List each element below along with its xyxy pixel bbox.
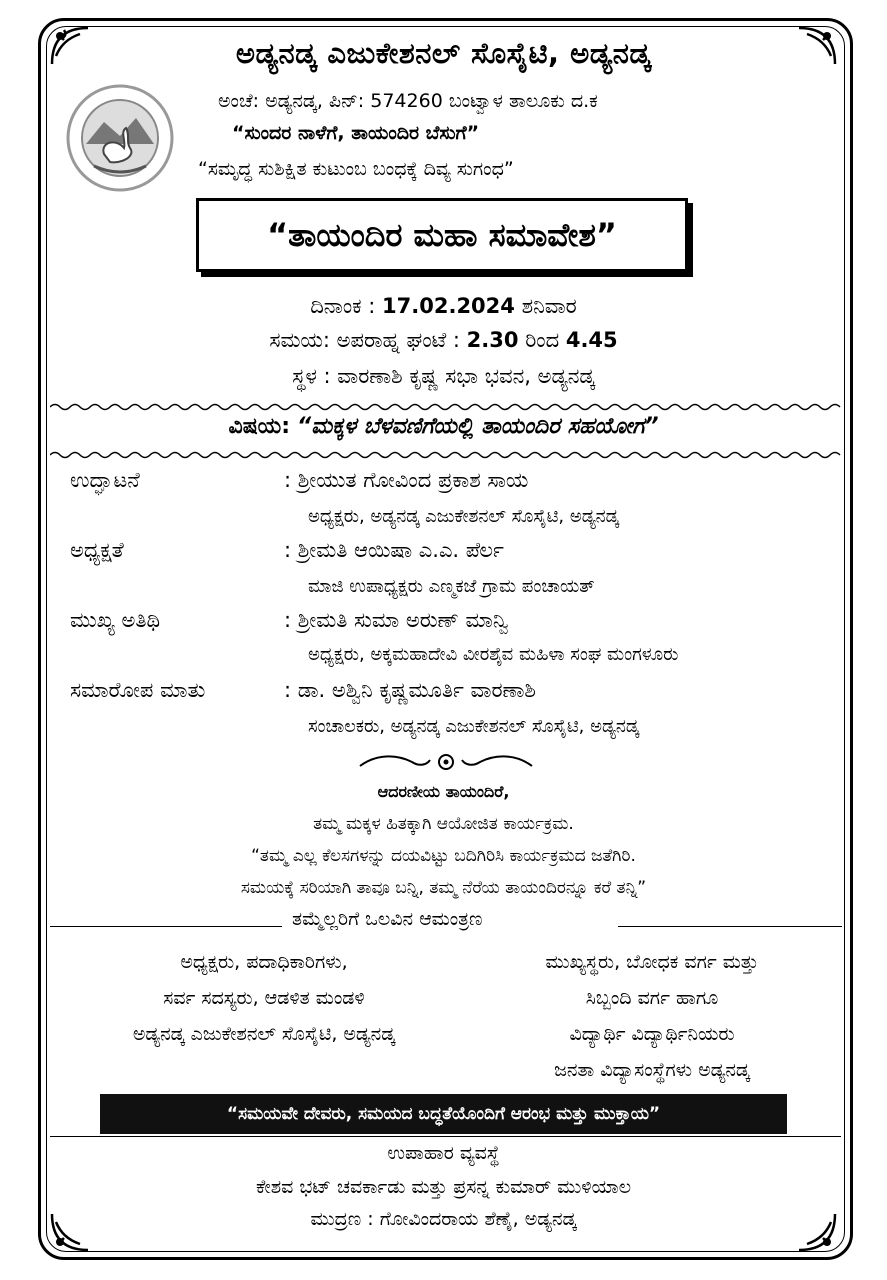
invitation-hosts bbox=[56, 944, 472, 1052]
punctuality-banner: “ಸಮಯವೇ ದೇವರು, ಸಮಯದ ಬದ್ಧತೆಯೊಂದಿಗೆ ಆರಂಭ ಮತ್ತು ಮುಕ್ತಾಯ” bbox=[100, 1094, 787, 1134]
slogan-primary: “ಸುಂದರ ನಾಳೆಗೆ, ತಾಯಂದಿರ ಬೆಸುಗೆ” bbox=[232, 122, 480, 144]
event-subject bbox=[0, 414, 887, 439]
refreshment-sponsors: ಕೇಶವ ಭಟ್ ಚವರ್ಕಾಡು ಮತ್ತು ಪ್ರಸನ್ನ ಕುಮಾರ್ ಮುಳಿಯಾಲ bbox=[255, 1176, 632, 1198]
refreshment-heading: ಉಪಾಹಾರ ವ್ಯವಸ್ಥೆ bbox=[387, 1142, 500, 1164]
organization-address: ಅಂಚೆ: ಅಡ್ಯನಡ್ಕ, ಪಿನ್: 574260 ಬಂಟ್ವಾಳ ತಾಲೂಕು ದ.ಕ bbox=[218, 90, 598, 112]
staff-line: ಜನತಾ ವಿದ್ಯಾಸಂಸ್ಥೆಗಳು ಅಡ್ಯನಡ್ಕ bbox=[554, 1059, 750, 1081]
footer-divider bbox=[50, 1136, 841, 1137]
program-designation: ಅಧ್ಯಕ್ಷರು, ಅಡ್ಯನಡ್ಕ ಎಜುಕೇಶನಲ್ ಸೊಸೈಟಿ, ಅಡ್ಯನಡ್ಕ bbox=[308, 506, 619, 527]
program-person: : ಡಾ. ಅಶ್ವಿನಿ ಕೃಷ್ಣಮೂರ್ತಿ ವಾರಣಾಶಿ bbox=[284, 678, 536, 702]
message-line-3: ಸಮಯಕ್ಕೆ ಸರಿಯಾಗಿ ತಾವೂ ಬನ್ನಿ, ತಮ್ಮ ನೆರೆಯ ತಾಯಂದಿರನ್ನೂ ಕರೆ ತನ್ನಿ” bbox=[240, 878, 647, 898]
event-time bbox=[0, 328, 887, 353]
flourish-ornament-icon bbox=[356, 750, 536, 774]
event-date bbox=[0, 294, 887, 319]
program-person: : ಶ್ರೀಮತಿ ಸುಮಾ ಅರುಣ್ ಮಾನ್ವಿ bbox=[284, 608, 509, 632]
date-label: ದಿನಾಂಕ : bbox=[310, 294, 376, 318]
program-designation: ಸಂಚಾಲಕರು, ಅಡ್ಯನಡ್ಕ ಎಜುಕೇಶನಲ್ ಸೊಸೈಟಿ, ಅಡ್ಯನಡ್ಕ bbox=[308, 716, 640, 737]
slogan-secondary: “ಸಮೃದ್ಧ ಸುಶಿಕ್ಷಿತ ಕುಟುಂಬ ಬಂಧಕ್ಕೆ ದಿವ್ಯ ಸುಗಂಧ” bbox=[198, 158, 514, 180]
message-line-2: “ತಮ್ಮ ಎಲ್ಲ ಕೆಲಸಗಳನ್ನು ದಯವಿಟ್ಟು ಬದಿಗಿರಿಸಿ ಕಾರ್ಯಕ್ರಮದ ಜತೆಗಿರಿ. bbox=[251, 846, 636, 866]
printer-credit: ಮುದ್ರಣ : ಗೋವಿಂದರಾಯ ಶೆಣೈ, ಅಡ್ಯನಡ್ಕ bbox=[310, 1208, 577, 1230]
staff-line: ಸಿಬ್ಬಂದಿ ವರ್ಗ ಹಾಗೂ bbox=[585, 987, 719, 1009]
subject-text: “ಮಕ್ಕಳ ಬೆಳವಣಿಗೆಯಲ್ಲಿ ತಾಯಂದಿರ ಸಹಯೋಗ” bbox=[297, 414, 659, 439]
invitation-heading: ತಮ್ಮೆಲ್ಲರಿಗೆ ಒಲವಿನ ಆಮಂತ್ರಣ bbox=[292, 908, 483, 930]
date-value: 17.02.2024 bbox=[382, 294, 515, 318]
time-from: 2.30 bbox=[466, 328, 519, 352]
event-venue: ಸ್ಥಳ : ವಾರಣಾಶಿ ಕೃಷ್ಣ ಸಭಾ ಭವನ, ಅಡ್ಯನಡ್ಕ bbox=[292, 364, 595, 388]
swan-emblem-icon bbox=[64, 82, 176, 194]
wave-divider bbox=[50, 450, 841, 460]
subject-label: ವಿಷಯ: bbox=[228, 414, 291, 439]
message-greeting: ಆದರಣೀಯ ತಾಯಂದಿರೆ, bbox=[377, 782, 510, 801]
day-value: ಶನಿವಾರ bbox=[521, 294, 577, 318]
organization-title: ಅಡ್ಯನಡ್ಕ ಎಜುಕೇಶನಲ್ ಸೊಸೈಟಿ, ಅಡ್ಯನಡ್ಕ bbox=[235, 36, 652, 70]
wave-divider bbox=[50, 402, 841, 412]
program-person: : ಶ್ರೀಮತಿ ಆಯಿಷಾ ಎ.ಎ. ಪೆರ್ಲ bbox=[284, 538, 504, 562]
time-to: 4.45 bbox=[565, 328, 618, 352]
divider-left bbox=[50, 926, 282, 927]
program-role: ಉದ್ಘಾಟನೆ bbox=[70, 468, 140, 492]
staff-line: ಮುಖ್ಯಸ್ಥರು, ಬೋಧಕ ವರ್ಗ ಮತ್ತು bbox=[545, 951, 759, 973]
program-role: ಅಧ್ಯಕ್ಷತೆ bbox=[70, 538, 124, 562]
host-line: ಅಧ್ಯಕ್ಷರು, ಪದಾಧಿಕಾರಿಗಳು, bbox=[180, 951, 348, 973]
divider-right bbox=[618, 926, 842, 927]
program-role: ಸಮಾರೋಪ ಮಾತು bbox=[70, 678, 206, 702]
institution-logo bbox=[64, 82, 176, 194]
event-title: “ತಾಯಂದಿರ ಮಹಾ ಸಮಾವೇಶ” bbox=[267, 216, 617, 254]
program-designation: ಮಾಜಿ ಉಪಾಧ್ಯಕ್ಷರು ಎಣ್ಮಕಜೆ ಗ್ರಾಮ ಪಂಚಾಯತ್ bbox=[308, 576, 595, 597]
staff-line: ವಿದ್ಯಾರ್ಥಿ ವಿದ್ಯಾರ್ಥಿನಿಯರು bbox=[569, 1023, 735, 1045]
message-line-1: ತಮ್ಮ ಮಕ್ಕಳ ಹಿತಕ್ಕಾಗಿ ಆಯೋಜಿತ ಕಾರ್ಯಕ್ರಮ. bbox=[313, 814, 574, 834]
program-role: ಮುಖ್ಯ ಅತಿಥಿ bbox=[70, 608, 161, 632]
time-join: ರಿಂದ bbox=[525, 328, 560, 352]
program-designation: ಅಧ್ಯಕ್ಷರು, ಅಕ್ಕಮಹಾದೇವಿ ವೀರಶೈವ ಮಹಿಳಾ ಸಂಘ ಮಂಗಳೂರು bbox=[308, 644, 679, 665]
host-line: ಅಡ್ಯನಡ್ಕ ಎಜುಕೇಶನಲ್ ಸೊಸೈಟಿ, ಅಡ್ಯನಡ್ಕ bbox=[132, 1023, 396, 1045]
time-label: ಸಮಯ: ಅಪರಾಹ್ನ ಘಂಟೆ : bbox=[269, 328, 460, 352]
program-person: : ಶ್ರೀಯುತ ಗೋವಿಂದ ಪ್ರಕಾಶ ಸಾಯ bbox=[284, 468, 529, 492]
invitation-staff bbox=[474, 944, 830, 1088]
event-title-box bbox=[196, 198, 688, 272]
host-line: ಸರ್ವ ಸದಸ್ಯರು, ಆಡಳಿತ ಮಂಡಳಿ bbox=[163, 987, 365, 1009]
